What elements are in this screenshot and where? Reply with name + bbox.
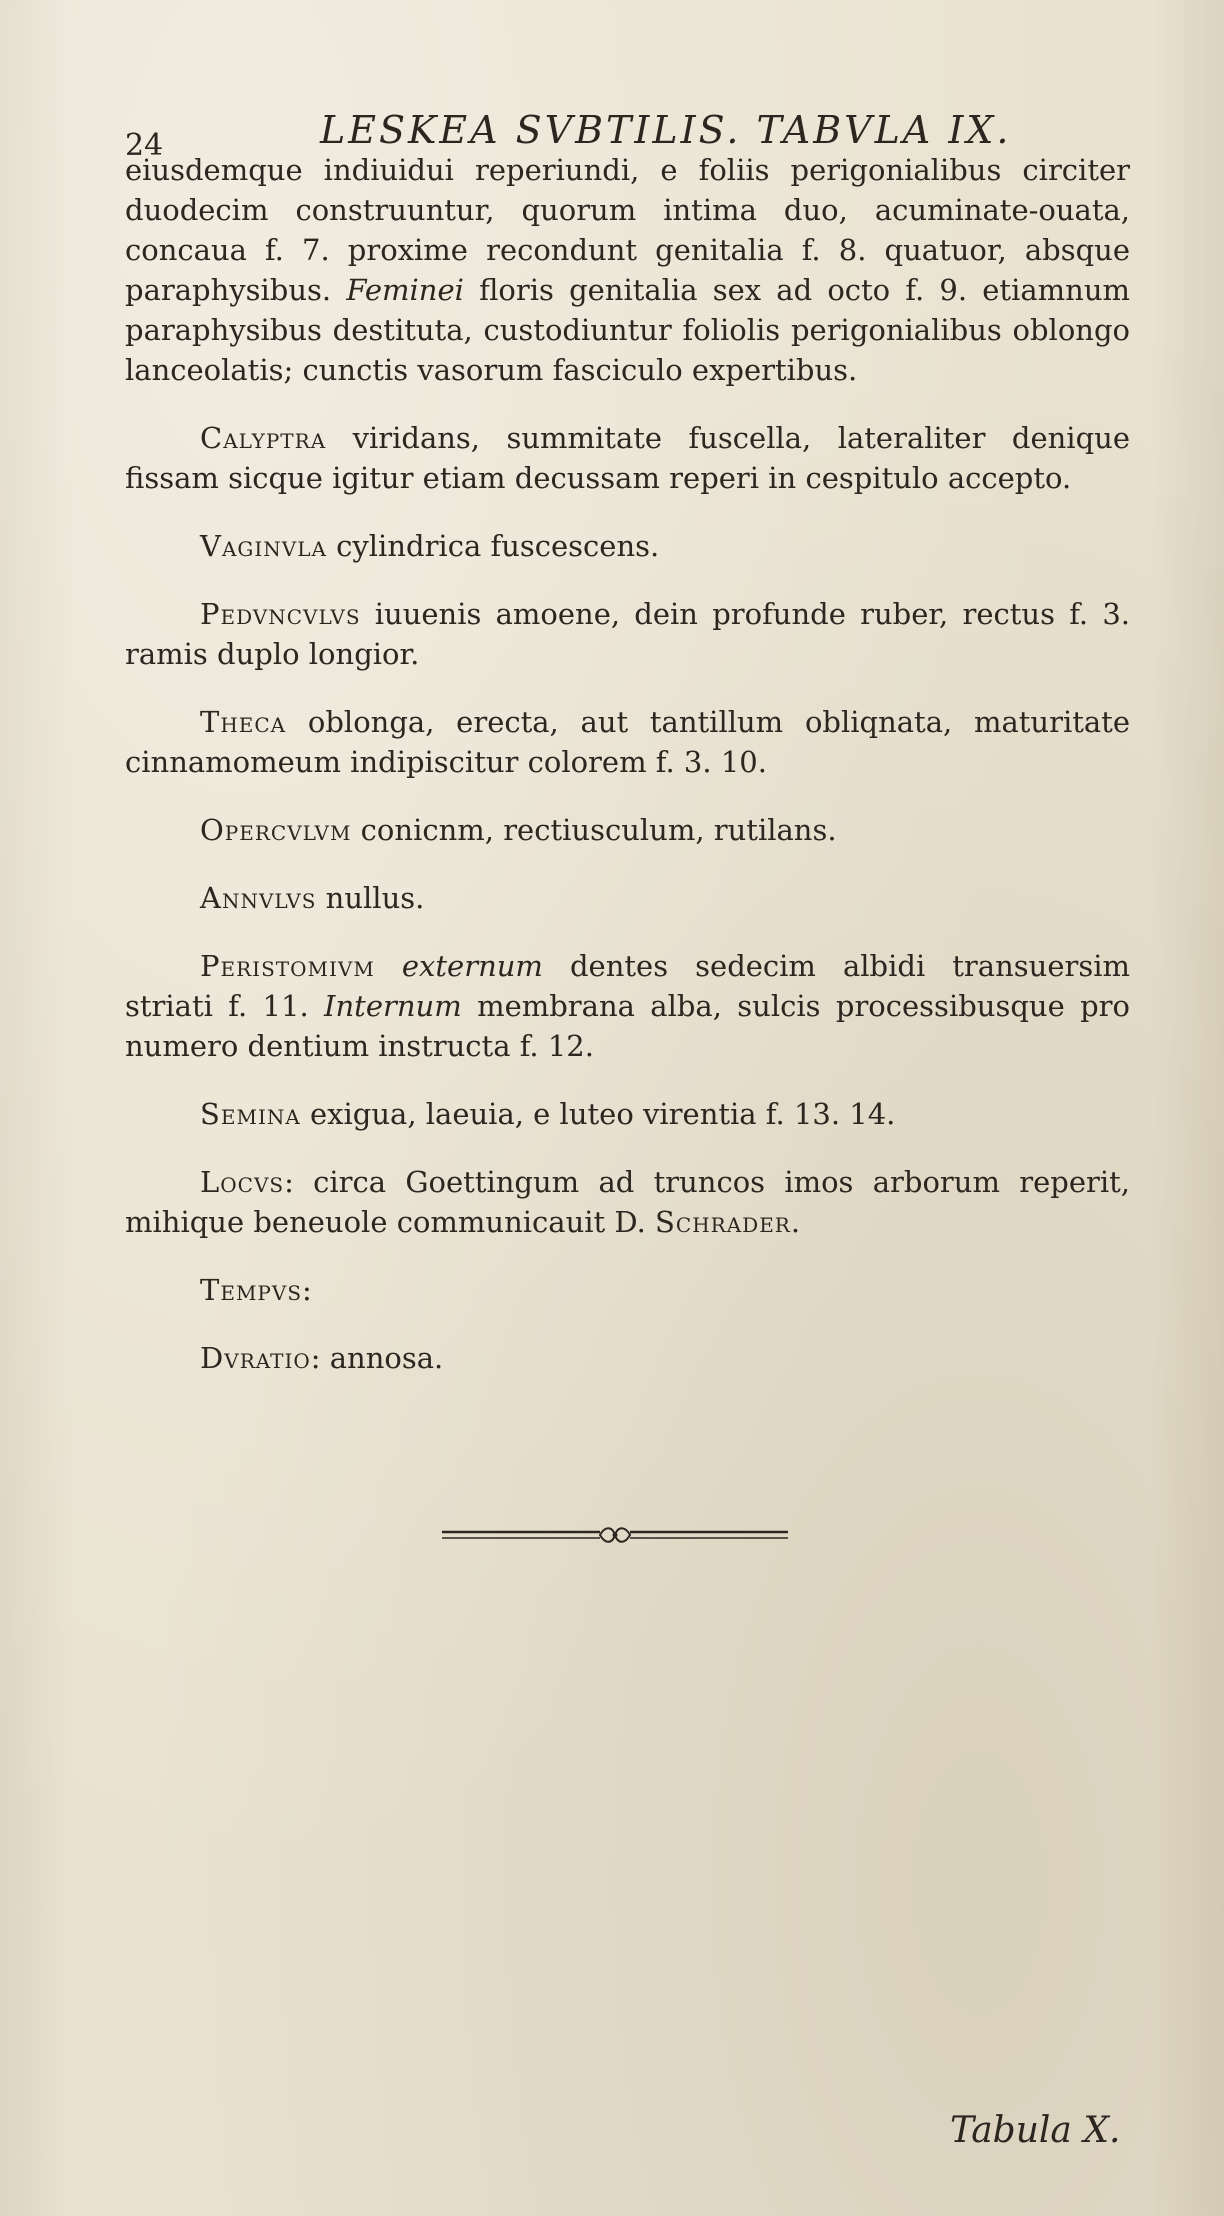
text-segment: Locvs bbox=[200, 1165, 285, 1199]
text-segment: Semina bbox=[200, 1097, 301, 1131]
text-segment: Dvratio bbox=[200, 1341, 311, 1375]
page-number: 24 bbox=[125, 128, 164, 163]
paragraph-theca bbox=[125, 702, 1130, 782]
text-segment: : bbox=[302, 1273, 312, 1307]
paragraph-pedunculus bbox=[125, 594, 1130, 674]
text-segment: . bbox=[790, 1205, 801, 1239]
text-segment: membrana alba, sulcis processibusque pro numero dentium instructa f. 12. bbox=[125, 989, 1130, 1063]
paragraph-annulus bbox=[125, 878, 1130, 918]
text-segment: Calyptra bbox=[200, 421, 327, 455]
text-segment: Vaginvla bbox=[200, 529, 327, 563]
text-segment: oblonga, erecta, aut tantillum obliqnata, maturitate cinnamomeum indipiscitur colorem f. 3. 10. bbox=[125, 705, 1130, 779]
paragraph-calyptra bbox=[125, 418, 1130, 498]
text-segment bbox=[375, 949, 402, 983]
text-segment: dentes sedecim albidi transuersim striati f. 11. bbox=[125, 949, 1131, 1023]
catchword: Tabula X. bbox=[950, 2110, 1121, 2151]
text-body bbox=[125, 150, 1130, 1378]
ornamental-rule-icon bbox=[440, 1520, 790, 1550]
text-segment: Pedvncvlvs bbox=[200, 597, 361, 631]
paragraph-operculum bbox=[125, 810, 1130, 850]
paragraph-semina bbox=[125, 1094, 1130, 1134]
text-segment: : annosa. bbox=[310, 1341, 444, 1375]
text-segment: Opercvlvm bbox=[200, 813, 352, 847]
text-segment: Annvlvs bbox=[200, 881, 317, 915]
text-segment: cylindrica fuscescens. bbox=[326, 529, 660, 563]
text-segment: Schrader bbox=[655, 1205, 791, 1239]
text-segment: nullus. bbox=[316, 881, 425, 915]
text-segment: exigua, laeuia, e luteo virentia f. 13. 14. bbox=[300, 1097, 896, 1131]
running-head: LESKEA SVBTILIS. TABVLA IX. bbox=[320, 108, 1012, 152]
paragraph-tempus bbox=[125, 1270, 1130, 1310]
paragraph-duratio bbox=[125, 1338, 1130, 1378]
text-segment: floris genitalia sex ad octo f. 9. etiamnum paraphysibus destituta, custodiuntur foliolis perigonialibus oblongo lanceolatis; cunctis vasorum fasciculo expertibus. bbox=[125, 273, 1130, 387]
text-segment: viridans, summitate fuscella, lateraliter denique fissam sicque igitur etiam decussam reperi in cespitulo accepto. bbox=[125, 421, 1130, 495]
text-segment: Feminei bbox=[346, 273, 464, 307]
text-segment: : circa Goettingum ad truncos imos arborum reperit, mihique beneuole communicauit D. bbox=[125, 1165, 1130, 1239]
text-segment: Internum bbox=[324, 989, 462, 1023]
paragraph-intro bbox=[125, 150, 1130, 390]
paragraph-vaginula bbox=[125, 526, 1130, 566]
paragraph-peristomium bbox=[125, 946, 1130, 1066]
text-segment: Peristomivm bbox=[200, 949, 375, 983]
text-segment: Tempvs bbox=[200, 1273, 303, 1307]
text-segment: eiusdemque indiuidui reperiundi, e foliis perigonialibus circiter duodecim construuntur, quorum intima duo, acuminate-ouata, concaua f. 7. proxime recondunt genitalia f. 8. quatuor, absque paraphysibus. bbox=[125, 153, 1130, 307]
text-segment: conicnm, rectiusculum, rutilans. bbox=[351, 813, 837, 847]
text-segment: externum bbox=[401, 949, 543, 983]
text-segment: iuuenis amoene, dein profunde ruber, rectus f. 3. ramis duplo longior. bbox=[125, 597, 1130, 671]
paragraph-locus bbox=[125, 1162, 1130, 1242]
text-segment: Theca bbox=[200, 705, 287, 739]
